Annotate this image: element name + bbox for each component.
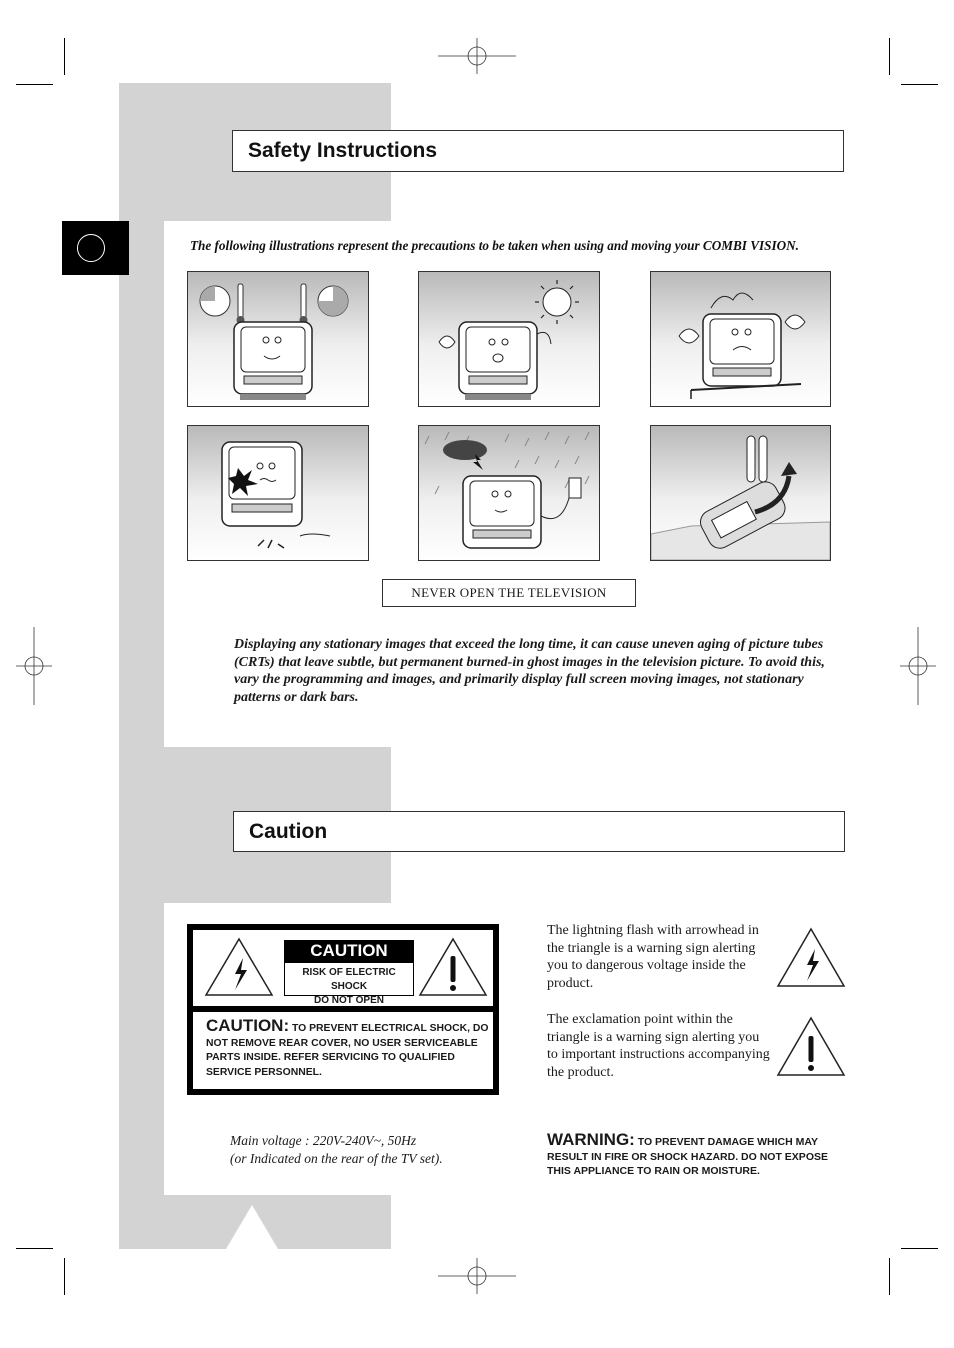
crop-mark (64, 38, 65, 75)
safety-instructions-header (232, 130, 844, 172)
illustration-broken-screen (187, 425, 369, 561)
registration-mark-left (16, 627, 52, 705)
page-marker-circle (77, 234, 105, 262)
crop-mark (889, 1258, 890, 1295)
gray-band-left-1 (119, 221, 164, 747)
warning-body: TO PREVENT DAMAGE WHICH MAY RESULT IN FIRE OR SHOCK HAZARD. DO NOT EXPOSE THIS APPLIANCE TO RAIN OR MOISTURE. (547, 1136, 828, 1177)
caution-body: TO PREVENT ELECTRICAL SHOCK, DO NOT REMOVE REAR COVER, NO USER SERVICEABLE PARTS INSIDE. REFER SERVICING TO QUALIFIED SERVICE PERSONNEL. (206, 1023, 489, 1078)
burn-in-warning-paragraph: Displaying any stationary images that exceed the long time, it can cause uneven aging of picture tubes (CRTs) that leave subtle, but permanent burned-in ghost images in the television picture. To avoid this, vary the programming and images, and primarily display full screen moving images, not stationary patterns or dark bars. (234, 637, 825, 705)
crop-mark (16, 84, 53, 85)
never-open-notice: NEVER OPEN THE TELEVISION (382, 579, 636, 607)
caution-lead: CAUTION: (206, 1016, 290, 1035)
lightning-explanation: The lightning flash with arrowhead in the triangle is a warning sign alerting you to dangerous voltage inside the product. (547, 923, 759, 991)
registration-mark-top (438, 38, 516, 74)
caution-label (187, 924, 499, 1095)
tv-broken-screen-illustration (188, 426, 368, 560)
caution-label-title: CAUTION (284, 940, 414, 962)
section-title: Caution (249, 820, 328, 843)
illustration-remote-batteries (650, 425, 831, 561)
illustration-storm (418, 425, 600, 561)
caution-label-subtitle (284, 962, 414, 1006)
tv-storm-illustration (419, 426, 599, 560)
crop-mark (901, 84, 938, 85)
caution-header (233, 811, 845, 852)
lightning-triangle-icon (776, 927, 846, 989)
warning-notice (547, 1130, 847, 1179)
intro-text: The following illustrations represent the precautions to be taken when using and moving your COMBI VISION. (190, 238, 799, 253)
exclamation-triangle-icon (776, 1016, 846, 1078)
caution-label-top (193, 930, 493, 1006)
page-title: Safety Instructions (248, 139, 438, 162)
exclamation-triangle-icon (417, 936, 489, 998)
crop-mark (889, 38, 890, 75)
gray-band-left-2 (119, 903, 164, 1195)
registration-mark-right (900, 627, 936, 705)
crop-mark (901, 1248, 938, 1249)
main-voltage-line1: Main voltage : 220V-240V~, 50Hz (230, 1133, 417, 1148)
main-voltage-note (230, 1132, 443, 1168)
crop-mark (16, 1248, 53, 1249)
caution-label-subtitle-line1: RISK OF ELECTRIC SHOCK (302, 967, 396, 992)
illustration-sun (418, 271, 600, 407)
main-voltage-line2: (or Indicated on the rear of the TV set). (230, 1151, 443, 1166)
warning-lead: WARNING: (547, 1130, 635, 1149)
caution-label-text (206, 1016, 496, 1080)
crop-mark (64, 1258, 65, 1295)
registration-mark-bottom (438, 1258, 516, 1294)
illustration-unstable (650, 271, 831, 407)
exclamation-explanation: The exclamation point within the triangle is a warning sign alerting you to important instructions accompanying the product. (547, 1012, 770, 1080)
caution-label-bottom (193, 1012, 493, 1089)
tv-unstable-illustration (651, 272, 830, 406)
tv-sun-illustration (419, 272, 599, 406)
remote-battery-illustration (651, 426, 830, 560)
lightning-triangle-icon (203, 936, 275, 998)
tv-temperature-illustration (188, 272, 368, 406)
page-corner-triangle (226, 1205, 278, 1249)
illustration-temperature (187, 271, 369, 407)
caution-label-subtitle-line2: DO NOT OPEN (313, 995, 384, 1006)
page-marker-tab (62, 221, 129, 275)
